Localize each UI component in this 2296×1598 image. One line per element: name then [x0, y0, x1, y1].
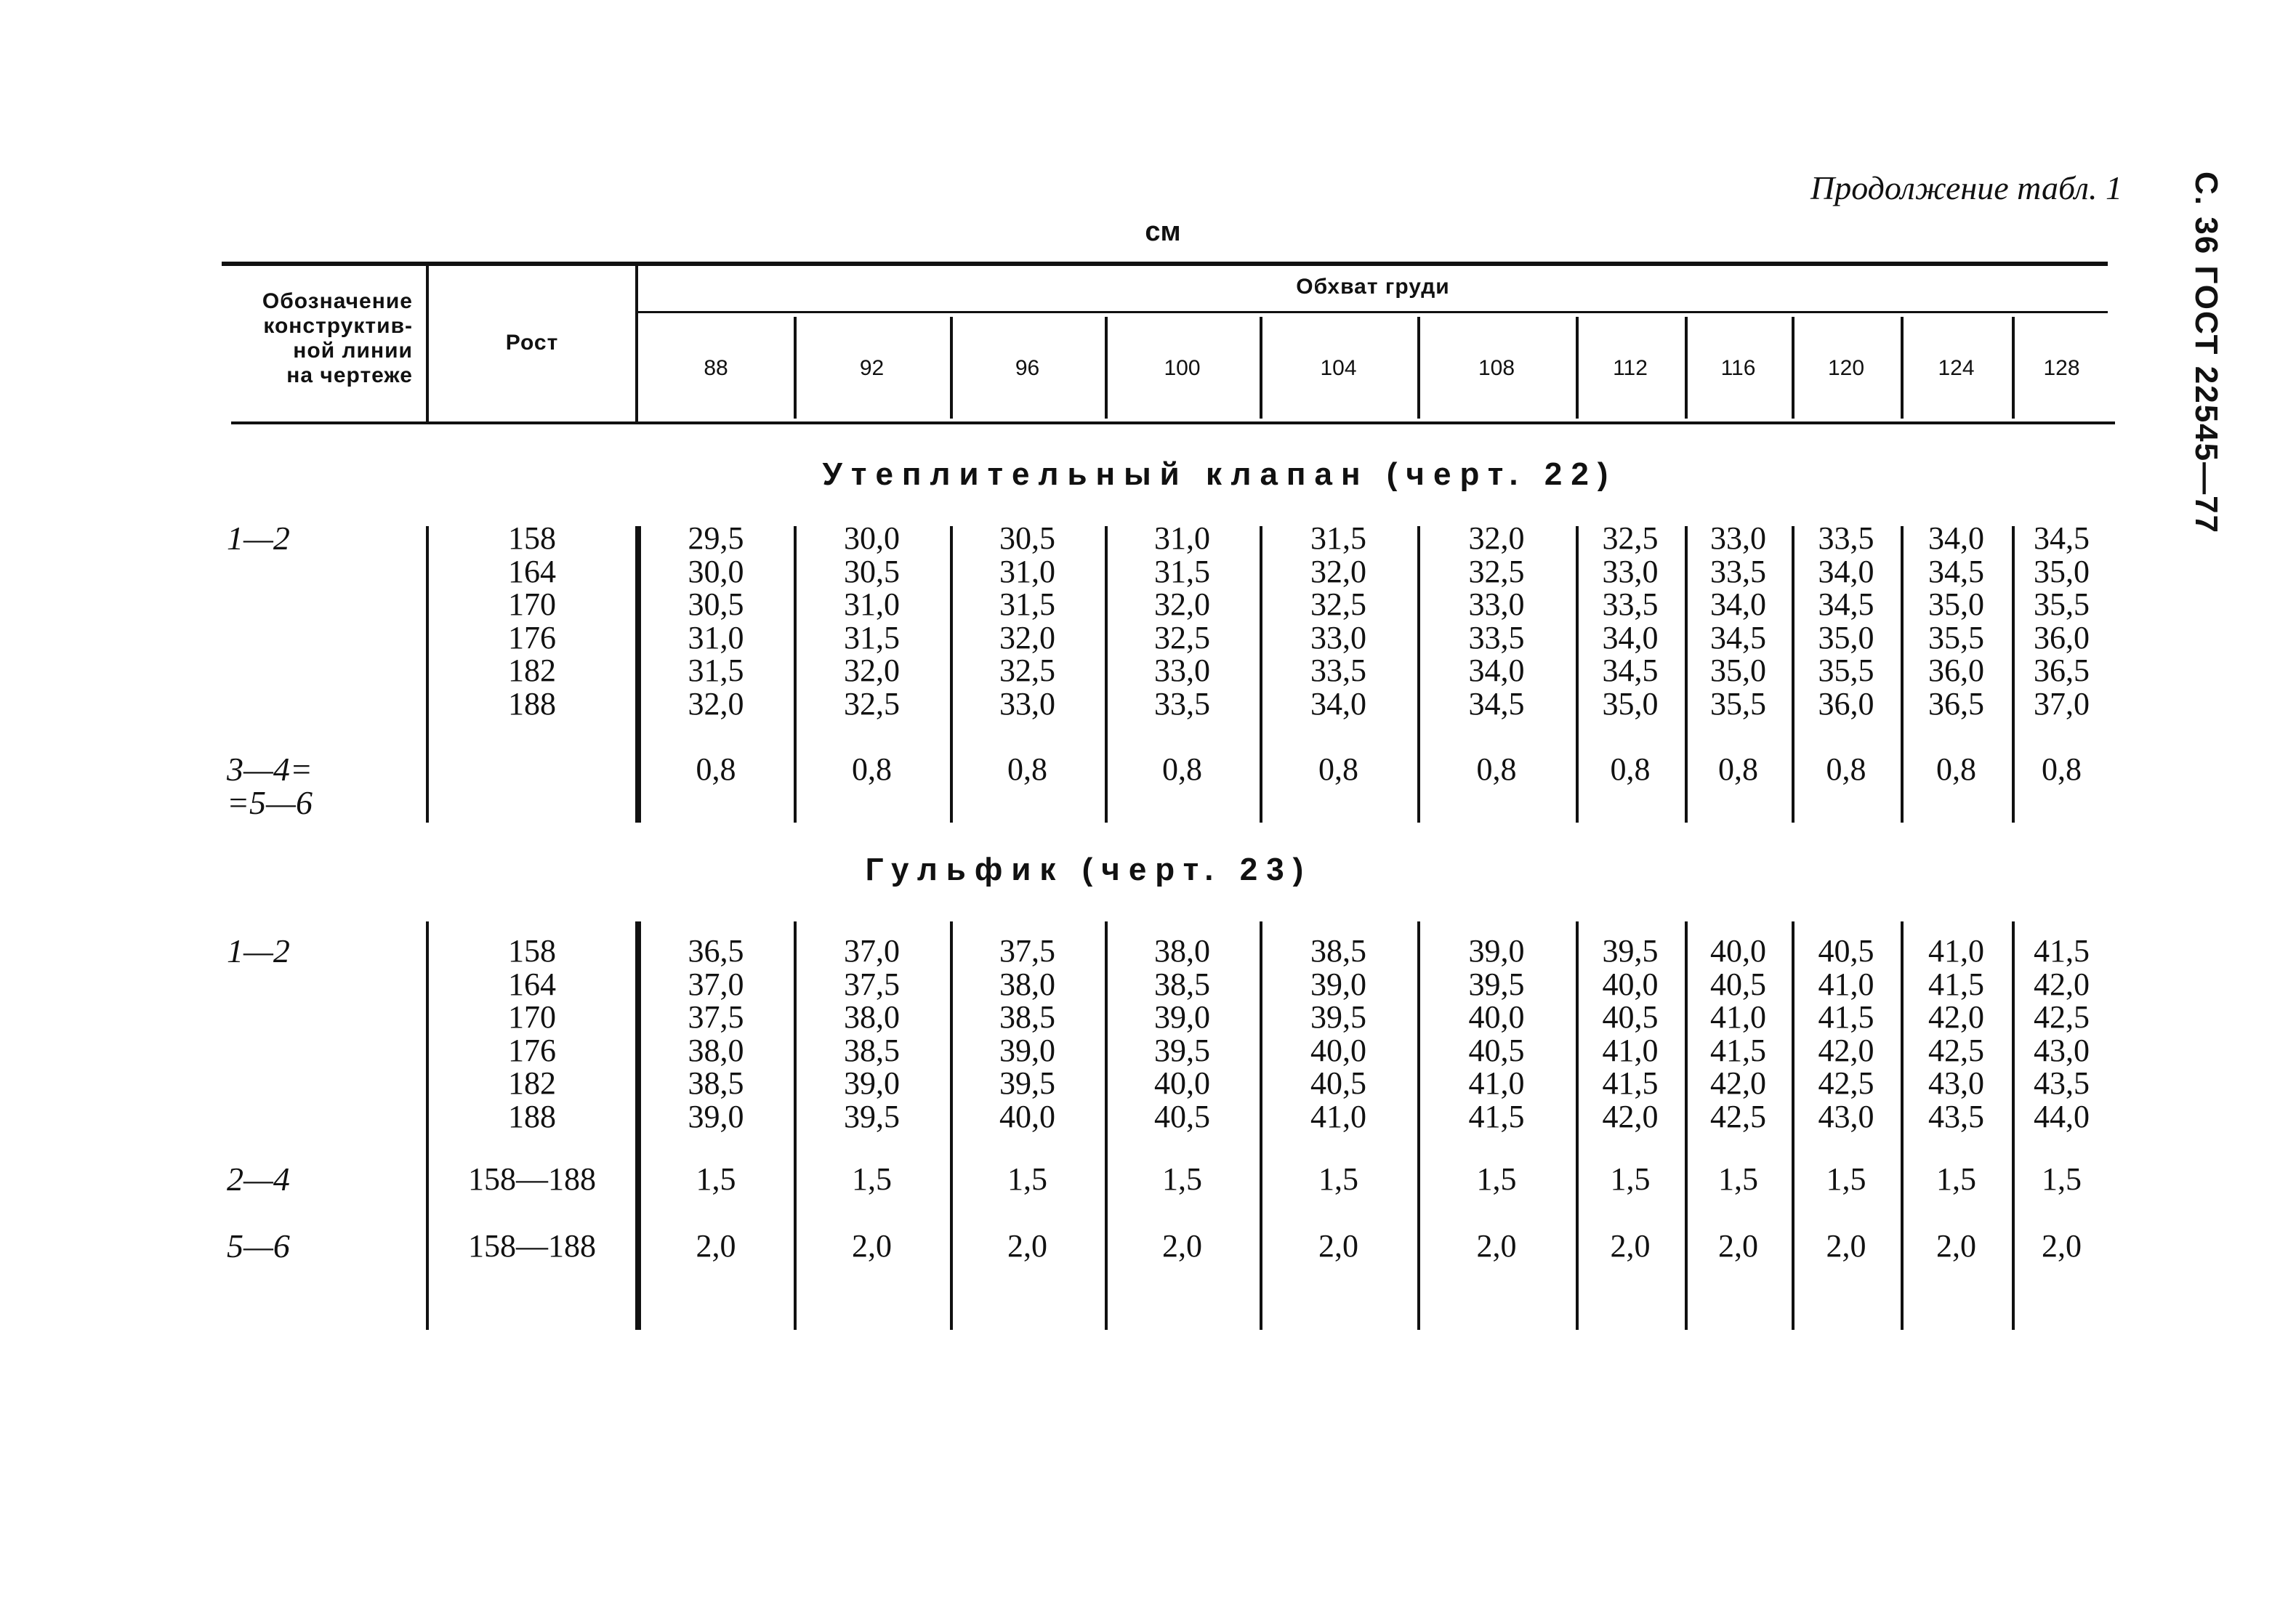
measurement-value: 41,0	[1818, 966, 1874, 1002]
measurement-value: 32,5	[1602, 520, 1659, 556]
measurement-value: 2,0	[1610, 1228, 1651, 1264]
measurement-value: 33,0	[1602, 553, 1659, 589]
measurement-value: 36,0	[2034, 619, 2090, 655]
measurement-value: 40,5	[1818, 933, 1874, 969]
height-value: 188	[508, 1098, 556, 1134]
measurement-value: 32,5	[1310, 586, 1366, 622]
value-column	[1685, 1230, 1792, 1263]
measurement-value: 39,5	[1310, 999, 1366, 1035]
height-values	[429, 1163, 635, 1196]
measurement-value: 38,0	[999, 966, 1055, 1002]
measurement-value: 36,0	[1818, 685, 1874, 722]
value-column	[1417, 1230, 1576, 1263]
measurement-value: 39,5	[844, 1098, 900, 1134]
measurement-value: 32,0	[844, 653, 900, 688]
height-value: 170	[508, 586, 556, 622]
measurement-value: 2,0	[852, 1228, 892, 1264]
height-values	[429, 1230, 635, 1263]
measurement-value: 0,8	[1610, 751, 1651, 787]
measurement-value: 2,0	[1936, 1228, 1976, 1264]
measurement-value: 0,8	[1826, 751, 1866, 787]
measurement-value: 38,5	[688, 1065, 744, 1101]
value-column	[1576, 1230, 1685, 1263]
measurement-value: 1,5	[1318, 1161, 1358, 1197]
line-designation	[227, 1227, 416, 1264]
value-column	[1901, 1230, 2012, 1263]
value-column	[2012, 522, 2111, 720]
measurement-value: 39,0	[1310, 966, 1366, 1002]
measurement-value: 1,5	[1936, 1161, 1976, 1197]
value-column	[1260, 1163, 1417, 1196]
measurement-value: 0,8	[1718, 751, 1758, 787]
measurement-value: 35,0	[1818, 619, 1874, 655]
measurement-value: 40,0	[1310, 1032, 1366, 1068]
measurement-value: 39,5	[1468, 966, 1525, 1002]
measurement-value: 33,5	[1468, 619, 1525, 655]
value-column	[794, 1230, 950, 1263]
measurement-value: 40,0	[1468, 999, 1525, 1035]
measurement-value: 33,5	[1710, 553, 1766, 589]
measurement-value: 1,5	[852, 1161, 892, 1197]
value-column	[2012, 935, 2111, 1133]
value-column	[1417, 935, 1576, 1133]
designation-header-line: на чертеже	[286, 363, 413, 387]
measurement-value: 39,5	[999, 1065, 1055, 1101]
line-designation-part: =5—6	[227, 784, 313, 821]
measurement-value: 34,0	[1818, 553, 1874, 589]
measurement-value: 0,8	[1936, 751, 1976, 787]
measurement-value: 33,5	[1602, 586, 1659, 622]
chest-size-header: 120	[1827, 356, 1865, 380]
measurement-value: 0,8	[696, 751, 736, 787]
measurement-value: 34,5	[1710, 619, 1766, 655]
value-column	[1105, 753, 1260, 786]
value-column	[1685, 753, 1792, 786]
line-designation-part: 1—2	[227, 932, 290, 969]
measurement-value: 43,5	[1928, 1098, 1984, 1134]
measurement-value: 37,5	[844, 966, 900, 1002]
measurement-value: 38,5	[999, 999, 1055, 1035]
measurement-value: 30,5	[688, 586, 744, 622]
value-column	[1576, 753, 1685, 786]
value-column	[1105, 522, 1260, 720]
value-column	[1901, 1163, 2012, 1196]
measurement-value: 41,5	[1602, 1065, 1659, 1101]
value-column	[638, 1230, 794, 1263]
value-column	[1685, 522, 1792, 720]
line-designation	[227, 522, 416, 555]
measurement-value: 36,5	[1928, 685, 1984, 722]
measurement-value: 39,0	[688, 1098, 744, 1134]
measurement-value: 30,0	[844, 520, 900, 556]
value-column	[794, 522, 950, 720]
height-value: 158	[508, 520, 556, 556]
line-designation-part: 3—4=	[227, 751, 313, 788]
height-values	[429, 522, 635, 720]
height-value: 170	[508, 999, 556, 1035]
value-column	[1260, 753, 1417, 786]
measurement-value: 39,0	[1468, 933, 1525, 969]
measurement-value: 31,0	[999, 553, 1055, 589]
line-designation	[227, 932, 416, 969]
measurement-value: 1,5	[1610, 1161, 1651, 1197]
value-column	[1417, 753, 1576, 786]
measurement-value: 32,5	[999, 653, 1055, 688]
measurement-value: 38,0	[844, 999, 900, 1035]
measurement-value: 43,0	[1928, 1065, 1984, 1101]
value-column	[1792, 935, 1901, 1133]
measurement-value: 0,8	[1318, 751, 1358, 787]
measurement-value: 40,5	[1310, 1065, 1366, 1101]
measurement-value: 32,5	[844, 685, 900, 722]
measurement-value: 2,0	[1476, 1228, 1517, 1264]
measurement-value: 1,5	[1007, 1161, 1047, 1197]
height-value: 158	[508, 933, 556, 969]
designation-header-line: конструктив-	[263, 314, 413, 338]
measurement-value: 42,0	[1928, 999, 1984, 1035]
measurement-value: 42,5	[2034, 999, 2090, 1035]
value-column	[1105, 935, 1260, 1133]
measurement-value: 34,0	[1602, 619, 1659, 655]
chest-size-header: 92	[859, 356, 885, 380]
value-column	[794, 935, 950, 1133]
measurement-value: 31,0	[1154, 520, 1210, 556]
measurement-value: 41,0	[1928, 933, 1984, 969]
value-column	[1260, 522, 1417, 720]
measurement-value: 36,0	[1928, 653, 1984, 688]
measurement-value: 41,0	[1310, 1098, 1366, 1134]
measurement-value: 38,5	[1310, 933, 1366, 969]
chest-girth-header: Обхват груди	[1296, 275, 1450, 299]
value-column	[950, 935, 1105, 1133]
measurement-value: 31,5	[844, 619, 900, 655]
measurement-value: 41,5	[1928, 966, 1984, 1002]
measurement-value: 1,5	[1162, 1161, 1202, 1197]
height-value: 164	[508, 553, 556, 589]
height-value: 188	[508, 685, 556, 722]
value-column	[1260, 1230, 1417, 1263]
measurement-value: 40,5	[1468, 1032, 1525, 1068]
measurement-value: 2,0	[1007, 1228, 1047, 1264]
line-designation-part: 2—4	[227, 1161, 290, 1198]
measurement-value: 41,5	[1818, 999, 1874, 1035]
measurement-value: 1,5	[2042, 1161, 2082, 1197]
chest-size-header: 128	[2043, 356, 2080, 380]
measurement-value: 41,5	[1468, 1098, 1525, 1134]
measurement-value: 31,0	[844, 586, 900, 622]
height-value: 176	[508, 619, 556, 655]
measurement-value: 1,5	[1718, 1161, 1758, 1197]
value-column	[1260, 935, 1417, 1133]
measurement-value: 1,5	[1476, 1161, 1517, 1197]
measurement-value: 39,0	[844, 1065, 900, 1101]
measurement-value: 34,5	[1602, 653, 1659, 688]
value-column	[1576, 935, 1685, 1133]
measurement-value: 38,0	[1154, 933, 1210, 969]
chest-size-header: 96	[1015, 356, 1040, 380]
value-column	[950, 1230, 1105, 1263]
value-column	[638, 935, 794, 1133]
measurement-value: 39,0	[1154, 999, 1210, 1035]
measurement-value: 40,5	[1154, 1098, 1210, 1134]
value-column	[1901, 522, 2012, 720]
line-designation	[227, 1163, 416, 1196]
measurement-value: 37,0	[2034, 685, 2090, 722]
measurement-value: 32,5	[1468, 553, 1525, 589]
measurement-value: 36,5	[2034, 653, 2090, 688]
chest-size-header: 100	[1164, 356, 1201, 380]
measurement-value: 30,5	[999, 520, 1055, 556]
measurement-value: 31,5	[1154, 553, 1210, 589]
measurement-value: 43,0	[2034, 1032, 2090, 1068]
height-value: 182	[508, 1065, 556, 1101]
measurement-value: 37,5	[688, 999, 744, 1035]
value-column	[1576, 522, 1685, 720]
measurement-value: 34,0	[1310, 685, 1366, 722]
section-title: Гульфик (черт. 23)	[865, 852, 1313, 887]
measurement-value: 33,5	[1818, 520, 1874, 556]
measurement-value: 33,0	[1154, 653, 1210, 688]
measurement-value: 42,5	[1710, 1098, 1766, 1134]
value-column	[1792, 1163, 1901, 1196]
measurement-value: 33,0	[1310, 619, 1366, 655]
measurement-value: 36,5	[688, 933, 744, 969]
value-column	[1792, 522, 1901, 720]
value-column	[638, 753, 794, 786]
value-column	[1901, 935, 2012, 1133]
measurement-value: 39,0	[999, 1032, 1055, 1068]
measurement-value: 1,5	[1826, 1161, 1866, 1197]
measurement-value: 43,5	[2034, 1065, 2090, 1101]
measurement-value: 32,0	[1154, 586, 1210, 622]
measurement-value: 31,5	[688, 653, 744, 688]
measurement-value: 38,0	[688, 1032, 744, 1068]
measurement-value: 40,0	[999, 1098, 1055, 1134]
height-value: 158—188	[468, 1228, 596, 1264]
measurement-value: 35,0	[2034, 553, 2090, 589]
measurement-value: 33,0	[999, 685, 1055, 722]
value-column	[950, 522, 1105, 720]
measurement-value: 31,5	[999, 586, 1055, 622]
measurement-value: 35,5	[1928, 619, 1984, 655]
table-top-rule	[222, 262, 2108, 266]
value-column	[950, 753, 1105, 786]
measurement-value: 41,0	[1602, 1032, 1659, 1068]
value-column	[2012, 1163, 2111, 1196]
measurement-value: 0,8	[852, 751, 892, 787]
measurement-value: 35,5	[2034, 586, 2090, 622]
measurement-value: 35,5	[1818, 653, 1874, 688]
measurement-value: 0,8	[1162, 751, 1202, 787]
measurement-value: 40,5	[1710, 966, 1766, 1002]
measurement-value: 37,0	[688, 966, 744, 1002]
value-column	[638, 1163, 794, 1196]
measurement-value: 2,0	[1318, 1228, 1358, 1264]
page-side-header: С. 36 ГОСТ 22545—77	[2188, 171, 2224, 535]
measurement-value: 41,0	[1710, 999, 1766, 1035]
measurement-value: 34,5	[2034, 520, 2090, 556]
measurement-value: 2,0	[1162, 1228, 1202, 1264]
measurement-value: 37,0	[844, 933, 900, 969]
measurement-value: 2,0	[1718, 1228, 1758, 1264]
height-value: 182	[508, 653, 556, 688]
measurement-value: 1,5	[696, 1161, 736, 1197]
measurement-value: 40,0	[1154, 1065, 1210, 1101]
units-label: см	[1145, 217, 1181, 247]
table-continuation-note: Продолжение табл. 1	[1810, 169, 2122, 206]
height-value: 176	[508, 1032, 556, 1068]
measurement-value: 32,0	[1310, 553, 1366, 589]
chest-size-header: 124	[1938, 356, 1975, 380]
measurement-value: 42,0	[1602, 1098, 1659, 1134]
measurement-value: 42,0	[1818, 1032, 1874, 1068]
measurement-value: 42,0	[1710, 1065, 1766, 1101]
measurement-value: 34,0	[1710, 586, 1766, 622]
value-column	[1685, 1163, 1792, 1196]
value-column	[1417, 1163, 1576, 1196]
value-column	[1792, 1230, 1901, 1263]
measurement-value: 35,0	[1602, 685, 1659, 722]
height-value: 158—188	[468, 1161, 596, 1197]
measurement-value: 40,0	[1710, 933, 1766, 969]
value-column	[794, 753, 950, 786]
measurement-value: 2,0	[696, 1228, 736, 1264]
measurement-value: 34,5	[1818, 586, 1874, 622]
value-column	[1576, 1163, 1685, 1196]
measurement-value: 30,0	[688, 553, 744, 589]
measurement-value: 0,8	[1476, 751, 1517, 787]
chest-size-header: 108	[1478, 356, 1515, 380]
measurement-value: 40,5	[1602, 999, 1659, 1035]
value-column	[794, 1163, 950, 1196]
measurement-value: 32,0	[1468, 520, 1525, 556]
measurement-value: 42,0	[2034, 966, 2090, 1002]
height-header: Рост	[505, 331, 559, 355]
measurement-value: 35,0	[1928, 586, 1984, 622]
measurement-value: 0,8	[2042, 751, 2082, 787]
value-column	[1685, 935, 1792, 1133]
measurement-value: 34,5	[1468, 685, 1525, 722]
line-designation-part: 5—6	[227, 1227, 290, 1264]
measurement-value: 33,5	[1310, 653, 1366, 688]
measurement-value: 34,0	[1468, 653, 1525, 688]
measurement-value: 29,5	[688, 520, 744, 556]
chest-size-header: 116	[1720, 356, 1756, 380]
value-column	[950, 1163, 1105, 1196]
measurement-value: 40,0	[1602, 966, 1659, 1002]
value-column	[2012, 1230, 2111, 1263]
value-column	[1417, 522, 1576, 720]
measurement-value: 33,0	[1710, 520, 1766, 556]
measurement-value: 42,5	[1818, 1065, 1874, 1101]
chest-size-header: 104	[1320, 356, 1357, 380]
chest-size-header: 112	[1613, 356, 1648, 380]
value-column	[1105, 1230, 1260, 1263]
measurement-value: 35,5	[1710, 685, 1766, 722]
measurement-value: 0,8	[1007, 751, 1047, 787]
measurement-value: 39,5	[1602, 933, 1659, 969]
measurement-value: 38,5	[1154, 966, 1210, 1002]
measurement-value: 41,5	[2034, 933, 2090, 969]
measurement-value: 41,0	[1468, 1065, 1525, 1101]
measurement-value: 32,5	[1154, 619, 1210, 655]
value-column	[638, 522, 794, 720]
measurement-value: 41,5	[1710, 1032, 1766, 1068]
height-values	[429, 935, 635, 1133]
measurement-value: 35,0	[1710, 653, 1766, 688]
value-column	[1792, 753, 1901, 786]
line-designation-part: 1—2	[227, 520, 290, 557]
measurement-value: 31,5	[1310, 520, 1366, 556]
designation-header	[218, 289, 413, 388]
chest-size-header: 88	[704, 356, 728, 380]
measurement-value: 42,5	[1928, 1032, 1984, 1068]
measurement-value: 31,0	[688, 619, 744, 655]
measurement-value: 34,5	[1928, 553, 1984, 589]
table-header-bottom-rule	[231, 421, 2115, 424]
chest-header-rule	[638, 311, 2108, 313]
measurement-value: 30,5	[844, 553, 900, 589]
measurement-value: 32,0	[688, 685, 744, 722]
measurement-value: 43,0	[1818, 1098, 1874, 1134]
value-column	[1901, 753, 2012, 786]
measurement-value: 44,0	[2034, 1098, 2090, 1134]
line-designation	[227, 753, 416, 820]
height-value: 164	[508, 966, 556, 1002]
designation-header-line: ной линии	[293, 339, 413, 363]
designation-header-line: Обозначение	[262, 289, 413, 313]
value-column	[1105, 1163, 1260, 1196]
measurement-value: 37,5	[999, 933, 1055, 969]
measurement-value: 32,0	[999, 619, 1055, 655]
value-column	[2012, 753, 2111, 786]
measurement-value: 39,5	[1154, 1032, 1210, 1068]
measurement-value: 33,0	[1468, 586, 1525, 622]
measurement-value: 34,0	[1928, 520, 1984, 556]
measurement-value: 2,0	[2042, 1228, 2082, 1264]
measurement-value: 33,5	[1154, 685, 1210, 722]
measurement-value: 2,0	[1826, 1228, 1866, 1264]
measurement-value: 38,5	[844, 1032, 900, 1068]
section-title: Утеплительный клапан (черт. 22)	[822, 456, 1617, 492]
